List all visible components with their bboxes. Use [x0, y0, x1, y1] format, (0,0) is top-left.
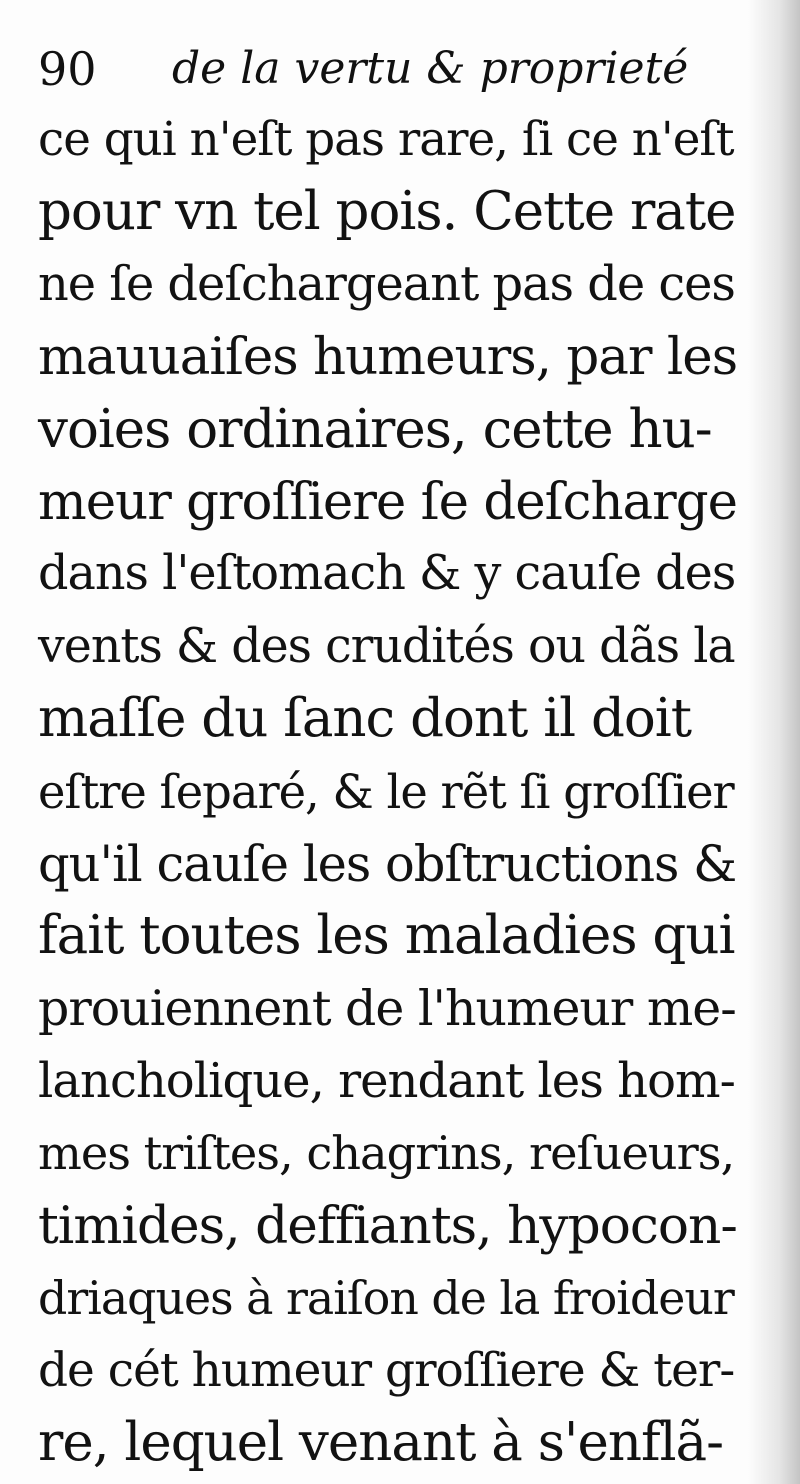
text-line: eſtre ſeparé, & le rẽt ſi groſſier — [38, 764, 734, 819]
text-line: mes triſtes, chagrins, reſueurs, — [38, 1126, 735, 1181]
text-line: timides, deffiants, hypocon- — [38, 1195, 737, 1256]
text-line: maſſe du ſanc dont il doit — [38, 688, 692, 750]
text-line: ne ſe deſchargeant pas de ces — [38, 256, 735, 312]
page-number: 90 — [38, 42, 97, 96]
text-line: vents & des crudités ou dãs la — [38, 618, 735, 674]
text-line: de cét humeur groſſiere & ter- — [38, 1342, 735, 1398]
running-title: de la vertu & proprieté — [172, 43, 689, 94]
text-line: dans l'eſtomach & y cauſe des — [38, 546, 736, 602]
text-line: voies ordinaires, cette hu- — [38, 398, 712, 460]
text-line: driaques à raiſon de la froideur — [38, 1271, 734, 1326]
body-text — [38, 104, 738, 1479]
page-gutter-shadow — [748, 0, 800, 1484]
text-line: meur groſſiere ſe deſcharge — [38, 471, 738, 532]
page-header — [38, 38, 689, 102]
text-line: pour vn tel pois. Cette rate — [38, 181, 736, 243]
text-line: ce qui n'eſt pas rare, ſi ce n'eſt — [38, 113, 734, 167]
text-line: qu'il cauſe les obſtructions & — [38, 834, 737, 893]
text-line: re, lequel venant à s'enflã- — [38, 1412, 724, 1474]
text-line: fait toutes les maladies qui — [38, 905, 735, 967]
text-line: prouiennent de l'humeur me- — [38, 979, 736, 1037]
text-line: lancholique, rendant les hom- — [38, 1053, 735, 1110]
text-line: mauuaiſes humeurs, par les — [38, 327, 738, 388]
